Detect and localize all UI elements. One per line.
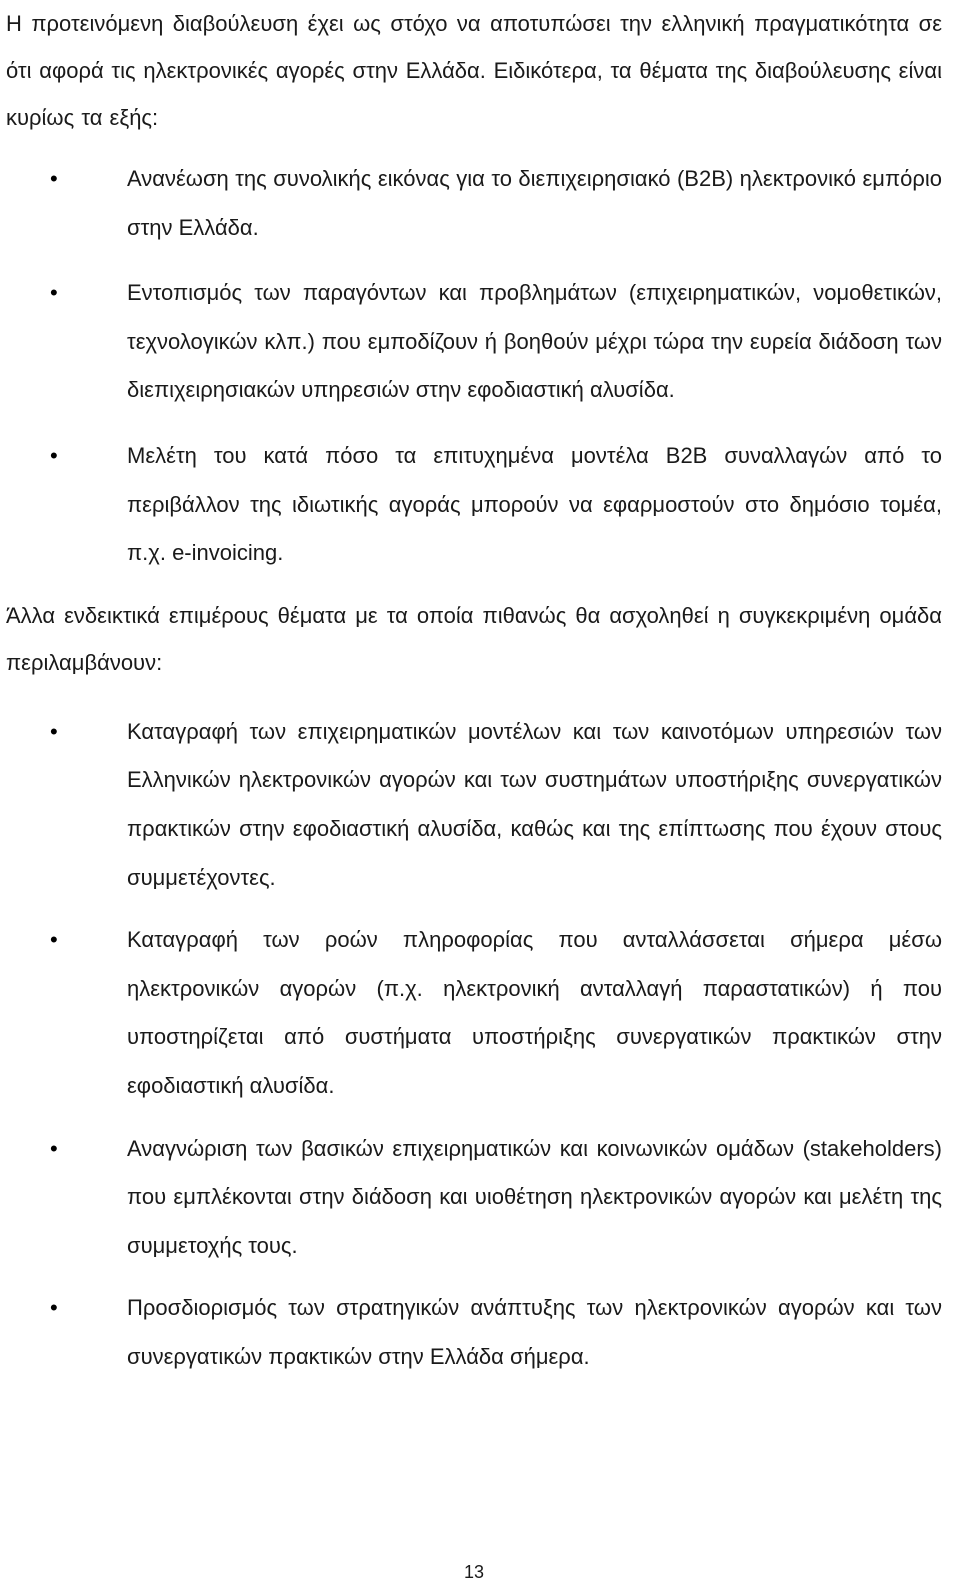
intro-paragraph: Η προτεινόμενη διαβούλευση έχει ως στόχο να αποτυπώσει την ελληνική πραγματικότητα σε ότι αφορά τις ηλεκτρονικές αγορές στην Ελλάδα. Ειδικότερα, τα θέματα της διαβούλευσης είναι κυρίως τα εξής: bbox=[6, 11, 942, 130]
list-item bbox=[6, 1284, 942, 1381]
list-item bbox=[6, 155, 942, 252]
list-item bbox=[6, 432, 942, 578]
list-item-text: Καταγραφή των ροών πληροφορίας που ανταλλάσσεται σήμερα μέσω ηλεκτρονικών αγορών (π.χ. ηλεκτρονική ανταλλαγή παραστατικών) ή που υποστηρίζεται από συστήματα υποστήριξης συνεργατικών πρακτικών στην εφοδιαστική αλυσίδα. bbox=[127, 927, 942, 1098]
document-page bbox=[6, 0, 942, 1381]
list-item-text: Προσδιορισμός των στρατηγικών ανάπτυξης των ηλεκτρονικών αγορών και των συνεργατικών πρακτικών στην Ελλάδα σήμερα. bbox=[127, 1295, 942, 1369]
topics-list bbox=[6, 155, 942, 578]
bullet-icon: • bbox=[50, 442, 58, 468]
list-item-text: Ανανέωση της συνολικής εικόνας για το διεπιχειρησιακό (B2B) ηλεκτρονικό εμπόριο στην Ελλάδα. bbox=[127, 166, 942, 240]
list-item bbox=[6, 708, 942, 902]
bullet-icon: • bbox=[50, 718, 58, 744]
bullet-icon: • bbox=[50, 280, 58, 306]
list-item-text: Καταγραφή των επιχειρηματικών μοντέλων και των καινοτόμων υπηρεσιών των Ελληνικών ηλεκτρονικών αγορών και των συστημάτων υποστήριξης συνεργατικών πρακτικών στην εφοδιαστική αλυσίδα, καθώς και της επίπτωσης που έχουν στους συμμετέχοντες. bbox=[127, 718, 942, 890]
subtopics-list bbox=[6, 708, 942, 1382]
bullet-icon: • bbox=[50, 1295, 58, 1321]
list-item-text: Αναγνώριση των βασικών επιχειρηματικών και κοινωνικών ομάδων (stakeholders) που εμπλέκονται στην διάδοση και υιοθέτηση ηλεκτρονικών αγορών και μελέτη της συμμετοχής τους. bbox=[127, 1135, 942, 1258]
second-paragraph: Άλλα ενδεικτικά επιμέρους θέματα με τα οποία πιθανώς θα ασχοληθεί η συγκεκριμένη ομάδα περιλαμβάνουν: bbox=[6, 602, 942, 675]
list-item-text: Μελέτη του κατά πόσο τα επιτυχημένα μοντέλα B2B συναλλαγών από το περιβάλλον της ιδιωτικής αγοράς μπορούν να εφαρμοστούν στο δημόσιο τομέα, π.χ. e-invoicing. bbox=[127, 442, 942, 566]
list-item bbox=[6, 1125, 942, 1271]
bullet-icon: • bbox=[50, 166, 58, 191]
bullet-icon: • bbox=[50, 1135, 58, 1161]
list-item bbox=[6, 916, 942, 1110]
page-number: 13 bbox=[463, 1562, 485, 1582]
list-item-text: Εντοπισμός των παραγόντων και προβλημάτων (επιχειρηματικών, νομοθετικών, τεχνολογικών κλπ.) που εμποδίζουν ή βοηθούν μέχρι τώρα την ευρεία διάδοση των διεπιχειρησιακών υπηρεσιών στην εφοδιαστική αλυσίδα. bbox=[127, 280, 942, 403]
list-item bbox=[6, 269, 942, 415]
bullet-icon: • bbox=[50, 927, 58, 953]
